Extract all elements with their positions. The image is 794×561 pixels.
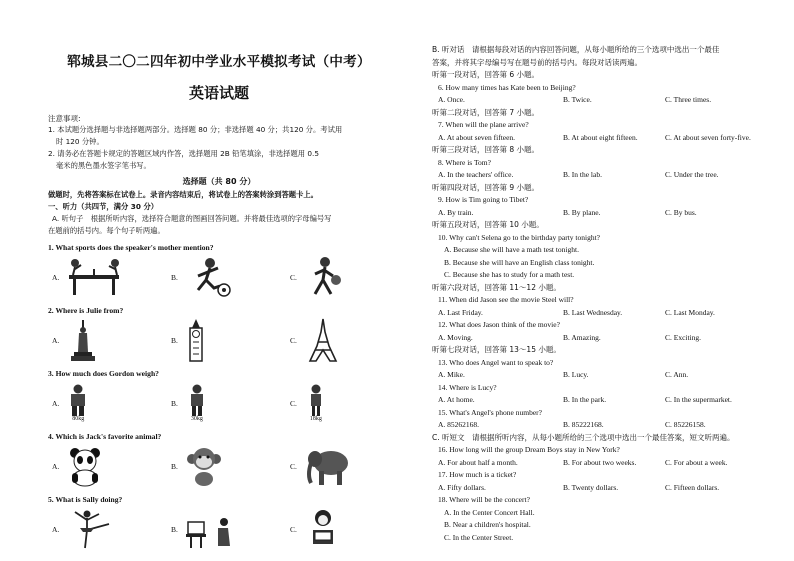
answer-option[interactable]: B. Lucy. <box>563 370 589 379</box>
football-icon <box>184 256 234 298</box>
answer-option[interactable]: A. In the teachers' office. <box>438 170 514 179</box>
boy-30kg-icon <box>184 384 210 418</box>
option-c[interactable]: C. <box>290 318 390 362</box>
part-a-instruction: A. 听句子 根据所听内容，选择符合题意的图画回答问题。并将最佳选项的字母编号写 <box>52 214 332 223</box>
answer-option[interactable]: C. Because she has to study for a math test. <box>444 270 575 279</box>
answer-option[interactable]: C. Last Monday. <box>665 307 715 317</box>
option-a[interactable]: A. <box>52 257 152 297</box>
question-text: 18. Where will be the concert? <box>438 495 530 504</box>
question-1-options <box>52 254 390 300</box>
exam-title: 郓城县二〇二四年初中学业水平模拟考试（中考） <box>67 54 371 70</box>
notice-heading: 注意事项: <box>48 114 81 123</box>
question-text: 17. How much is a ticket? <box>438 470 517 479</box>
basketball-icon <box>303 256 347 298</box>
right-question-list <box>432 69 782 544</box>
answer-option[interactable]: B. Twice. <box>563 95 592 104</box>
question-text: 16. How long will the group Dream Boys stay in New York? <box>438 445 620 454</box>
dialogue-instruction: 听第七段对话，回答第 13～15 小题。 <box>432 345 561 354</box>
question-text: 13. Who does Angel want to speak to? <box>438 357 554 367</box>
watching-tv-icon <box>184 508 240 550</box>
section-heading: 选择题（共 80 分） <box>182 177 256 186</box>
right-column <box>432 44 782 544</box>
question-2-options <box>52 317 390 363</box>
part-b-instruction: 答案，并将其字母编号写在题号前的括号内。每段对话读两遍。 <box>432 57 642 67</box>
reading-girl-icon <box>303 508 343 550</box>
option-b[interactable]: B. <box>171 508 271 550</box>
answer-option[interactable]: C. In the Center Street. <box>444 532 514 542</box>
question-1: 1. What sports does the speaker's mother mention? <box>48 243 214 252</box>
notice-line: 时 120 分钟。 <box>56 137 104 146</box>
answer-option[interactable]: A. Last Friday. <box>438 307 483 317</box>
part-a-instruction: 在题前的括号内。每个句子听两遍。 <box>48 226 165 235</box>
boy-80kg-icon <box>65 384 91 418</box>
notice-line: 2. 请务必在答题卡规定的答题区域内作答，选择题用 2B 铅笔填涂，非选择题用 0.5 <box>48 149 319 158</box>
question-4: 4. Which is Jack's favorite animal? <box>48 432 162 441</box>
option-a[interactable]: A. <box>52 508 152 550</box>
answer-option[interactable]: B. Because she will have an English class tonight. <box>444 257 595 267</box>
notice-line: 毫米的黑色墨水签字笔书写。 <box>56 161 151 170</box>
answer-option[interactable]: C. Ann. <box>665 370 689 379</box>
answer-options <box>432 207 782 220</box>
ballet-dancer-icon <box>65 508 115 550</box>
question-4-options <box>52 443 390 489</box>
question-text: 6. How many times has Kate been to Beijing? <box>438 82 576 92</box>
answer-option[interactable]: A. Mike. <box>438 370 465 379</box>
answer-option[interactable]: B. By plane. <box>563 207 601 217</box>
option-b[interactable]: B. <box>171 256 271 298</box>
option-a[interactable]: A. 80kg <box>52 384 152 422</box>
answer-option[interactable]: A. In the Center Concert Hall. <box>444 507 535 517</box>
answer-option[interactable]: C. At about seven forty-five. <box>665 132 751 142</box>
answer-option[interactable]: C. By bus. <box>665 207 697 217</box>
answer-options <box>432 332 782 345</box>
answer-option[interactable]: C. Exciting. <box>665 332 702 342</box>
question-5: 5. What is Sally doing? <box>48 495 123 504</box>
option-b[interactable]: B. 30kg <box>171 384 271 422</box>
answer-option[interactable]: C. For about a week. <box>665 457 728 467</box>
answer-option[interactable]: B. Last Wednesday. <box>563 307 623 317</box>
option-b[interactable]: B. <box>171 318 271 362</box>
question-3: 3. How much does Gordon weigh? <box>48 369 159 378</box>
question-text: 8. Where is Tom? <box>438 157 491 167</box>
question-text: 14. Where is Lucy? <box>438 382 497 392</box>
answer-options <box>432 94 782 107</box>
answer-options <box>432 369 782 382</box>
answer-option[interactable]: C. 85226158. <box>665 420 706 429</box>
answer-options <box>432 394 782 407</box>
exam-subtitle: 英语试题 <box>188 84 249 102</box>
answer-option[interactable]: B. At about eight fifteen. <box>563 132 638 142</box>
dialogue-instruction: 听第二段对话，回答第 7 小题。 <box>432 107 540 117</box>
answer-options <box>432 307 782 320</box>
left-column <box>48 48 390 552</box>
part-b-instruction: B. 听对话 请根据每段对话的内容回答问题，从每小题所给的三个选项中选出一个最佳 <box>432 45 720 54</box>
weight-label: 80kg <box>72 416 85 422</box>
answer-option[interactable]: A. At about seven fifteen. <box>438 132 516 142</box>
answer-options <box>432 419 782 432</box>
answer-option[interactable]: A. Once. <box>438 95 465 104</box>
option-c[interactable]: C. 18kg <box>290 384 390 422</box>
notice-line: 1. 本试题分选择题与非选择题两部分。选择题 80 分；非选择题 40 分；共120 分。考试用 <box>48 125 343 134</box>
answer-option[interactable]: B. In the park. <box>563 395 607 404</box>
question-5-options <box>52 506 390 552</box>
question-text: 9. How is Tim going to Tibet? <box>438 195 529 204</box>
answer-option[interactable]: B. Amazing. <box>563 332 601 342</box>
weight-label: 18kg <box>309 416 322 422</box>
answer-option[interactable]: B. 85222168. <box>563 420 604 429</box>
answer-option[interactable]: B. Near a children's hospital. <box>444 520 531 529</box>
dialogue-instruction: 听第六段对话，回答第 11～12 小题。 <box>432 282 561 292</box>
dialogue-instruction: 听第五段对话，回答第 10 小题。 <box>432 220 544 229</box>
question-text: 12. What does Jason think of the movie? <box>438 320 560 329</box>
answer-option[interactable]: C. Fifteen dollars. <box>665 482 720 492</box>
option-c[interactable]: C. <box>290 445 390 487</box>
option-b[interactable]: B. <box>171 445 271 487</box>
question-text: 11. When did Jason see the movie Steel will? <box>438 295 574 304</box>
monkey-icon <box>184 445 224 487</box>
answer-option[interactable]: C. Under the tree. <box>665 170 719 179</box>
answer-options <box>432 169 782 182</box>
answer-option[interactable]: B. For about two weeks. <box>563 457 637 467</box>
answer-option[interactable]: C. In the supermarket. <box>665 395 732 404</box>
answer-option[interactable]: B. Twenty dollars. <box>563 482 619 492</box>
dialogue-instruction: 听第三段对话，回答第 8 小题。 <box>432 145 540 154</box>
answer-option[interactable]: A. Because she will have a math test tonight. <box>444 245 579 254</box>
panda-icon <box>65 445 105 487</box>
option-a[interactable]: A. <box>52 445 152 487</box>
question-2: 2. Where is Julie from? <box>48 306 124 315</box>
answer-option[interactable]: C. Three times. <box>665 95 712 104</box>
part-one-heading: 一、听力（共四节，满分 30 分） <box>48 202 159 211</box>
answer-options <box>432 132 782 145</box>
question-text: 7. When will the plane arrive? <box>438 120 529 129</box>
question-text: 15. What's Angel's phone number? <box>438 407 543 417</box>
answer-option[interactable]: A. For about half a month. <box>438 457 518 467</box>
statue-of-liberty-icon <box>65 318 101 362</box>
answer-option[interactable]: A. Moving. <box>438 332 473 342</box>
option-c[interactable]: C. <box>290 256 390 298</box>
answer-option[interactable]: A. Fifty dollars. <box>438 482 486 492</box>
answer-options <box>432 457 782 470</box>
eiffel-tower-icon <box>303 318 343 362</box>
boy-18kg-icon <box>303 384 329 418</box>
option-c[interactable]: C. <box>290 508 390 550</box>
dialogue-instruction: 听第四段对话，回答第 9 小题。 <box>432 182 540 192</box>
section-instruction: 做题时，先将答案标在试卷上。录音内容结束后，将试卷上的答案转涂到答题卡上。 <box>48 190 318 199</box>
answer-options <box>432 482 782 495</box>
elephant-icon <box>303 445 353 487</box>
big-ben-icon <box>184 318 208 362</box>
answer-option[interactable]: B. In the lab. <box>563 170 602 179</box>
answer-option[interactable]: A. 85262168. <box>438 420 480 429</box>
option-a[interactable]: A. <box>52 318 152 362</box>
answer-option[interactable]: A. By train. <box>438 207 474 217</box>
dialogue-instruction: C. 听短文 请根据所听内容，从每小题所给的三个选项中选出一个最佳答案，短文听两遍。 <box>432 432 735 442</box>
answer-option[interactable]: A. At home. <box>438 395 475 404</box>
question-3-options <box>52 380 390 426</box>
question-text: 10. Why can't Selena go to the birthday party tonight? <box>438 232 601 242</box>
dialogue-instruction: 听第一段对话，回答第 6 小题。 <box>432 70 540 79</box>
table-tennis-icon <box>65 257 125 297</box>
weight-label: 30kg <box>190 416 203 422</box>
